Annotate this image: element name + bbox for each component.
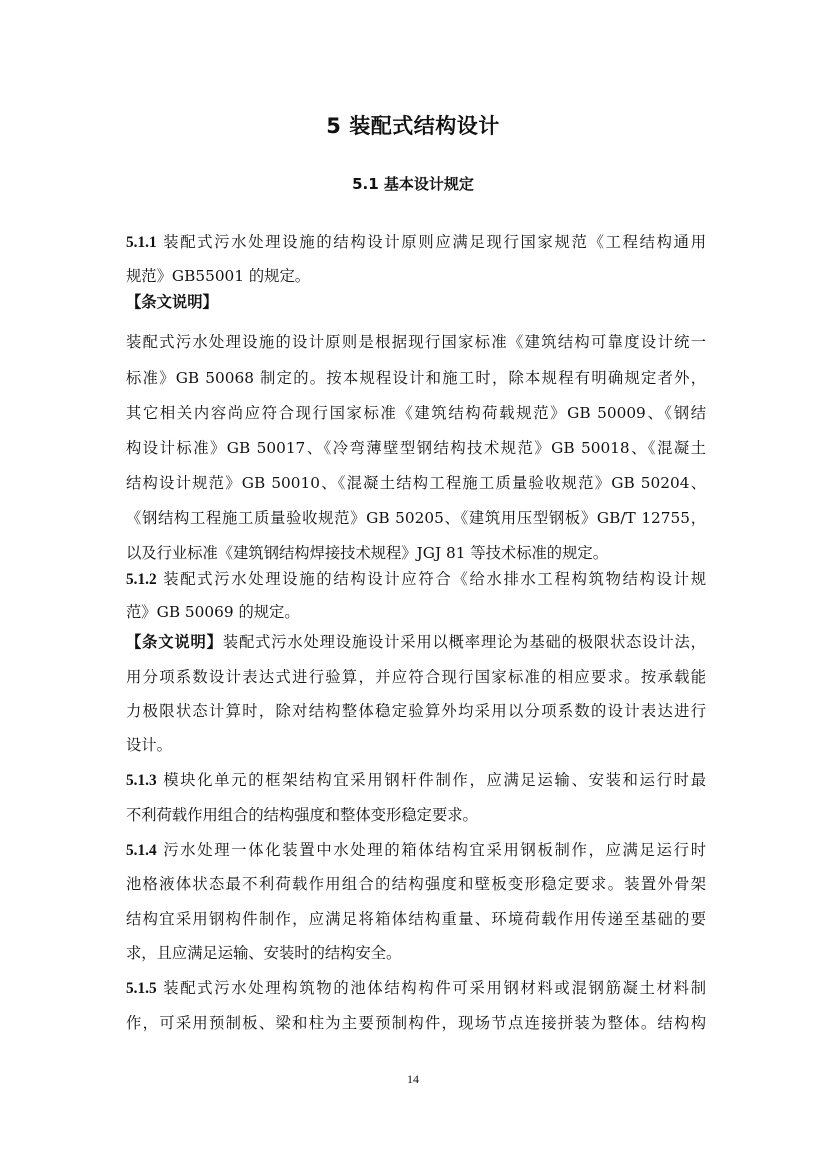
clause-number: 5.1.4 bbox=[126, 842, 157, 859]
explanation-line: 《钢结构工程施工质量验收规范》GB 50205、《建筑用压型钢板》GB/T 12755， bbox=[126, 509, 706, 527]
clause-5-1-5-line-1 bbox=[126, 978, 706, 999]
clause-5-1-3-line-2: 不利荷载作用组合的结构强度和整体变形稳定要求。 bbox=[126, 806, 478, 824]
explanation-line: 设计。 bbox=[126, 736, 172, 754]
clause-number: 5.1.2 bbox=[126, 571, 157, 588]
clause-number: 5.1.3 bbox=[126, 772, 157, 789]
page-number: 14 bbox=[407, 1072, 419, 1086]
clause-text: 装配式污水处理设施的结构设计原则应满足现行国家规范《工程结构通用 bbox=[163, 233, 706, 251]
explanation-line: 标准》GB 50068 制定的。按本规程设计和施工时，除本规程有明确规定者外， bbox=[126, 369, 706, 387]
clause-5-1-4-line: 池格液体状态最不利荷载作用组合的结构强度和壁板变形稳定要求。装置外骨架 bbox=[126, 875, 706, 893]
chapter-title: 5 装配式结构设计 bbox=[326, 114, 500, 138]
clause-5-1-3-line-1 bbox=[126, 770, 706, 791]
explanation-heading: 【条文说明】 bbox=[126, 293, 218, 311]
explanation-line: 其它相关内容尚应符合现行国家标准《建筑结构荷载规范》GB 50009、《钢结 bbox=[126, 404, 706, 422]
clause-5-1-5-line: 作，可采用预制板、梁和柱为主要预制构件，现场节点连接拼装为整体。结构构 bbox=[126, 1014, 706, 1032]
clause-5-1-1-line-2: 规范》GB55001 的规定。 bbox=[126, 267, 311, 285]
explanation-line: 用分项系数设计表达式进行验算，并应符合现行国家标准的相应要求。按承载能 bbox=[126, 668, 706, 686]
explanation-line: 结构设计规范》GB 50010、《混凝土结构工程施工质量验收规范》GB 50204、 bbox=[126, 474, 706, 492]
clause-text: 装配式污水处理设施的结构设计应符合《给水排水工程构筑物结构设计规 bbox=[163, 570, 706, 588]
clause-text: 模块化单元的框架结构宜采用钢杆件制作，应满足运输、安装和运行时最 bbox=[163, 771, 706, 789]
explanation-line: 构设计标准》GB 50017、《冷弯薄壁型钢结构技术规范》GB 50018、《混凝土 bbox=[126, 439, 706, 457]
clause-5-1-4-line-1 bbox=[126, 840, 706, 861]
explanation-line: 力极限状态计算时，除对结构整体稳定验算外均采用以分项系数的设计表达进行 bbox=[126, 702, 706, 720]
explanation-heading: 【条文说明】 bbox=[126, 633, 223, 651]
clause-5-1-1-line-1 bbox=[126, 232, 706, 253]
clause-number: 5.1.1 bbox=[126, 234, 157, 251]
clause-5-1-4-line: 求，且应满足运输、安装时的结构安全。 bbox=[126, 944, 402, 962]
clause-5-1-2-line-2: 范》GB 50069 的规定。 bbox=[126, 603, 300, 621]
clause-5-1-4-line: 结构宜采用钢构件制作，应满足将箱体结构重量、环境荷载作用传递至基础的要 bbox=[126, 910, 706, 928]
explanation-line bbox=[126, 632, 706, 652]
clause-5-1-2-line-1 bbox=[126, 569, 706, 590]
clause-text: 污水处理一体化装置中水处理的箱体结构宜采用钢板制作，应满足运行时 bbox=[163, 841, 706, 859]
clause-text: 装配式污水处理构筑物的池体结构构件可采用钢材料或混钢筋凝土材料制 bbox=[163, 979, 706, 997]
clause-number: 5.1.5 bbox=[126, 980, 157, 997]
explanation-line: 以及行业标准《建筑钢结构焊接技术规程》JGJ 81 等技术标准的规定。 bbox=[126, 544, 608, 562]
section-title: 5.1 基本设计规定 bbox=[352, 175, 474, 193]
clause-text: 装配式污水处理设施设计采用以概率理论为基础的极限状态设计法， bbox=[222, 633, 706, 651]
explanation-line: 装配式污水处理设施的设计原则是根据现行国家标准《建筑结构可靠度设计统一 bbox=[126, 333, 706, 351]
